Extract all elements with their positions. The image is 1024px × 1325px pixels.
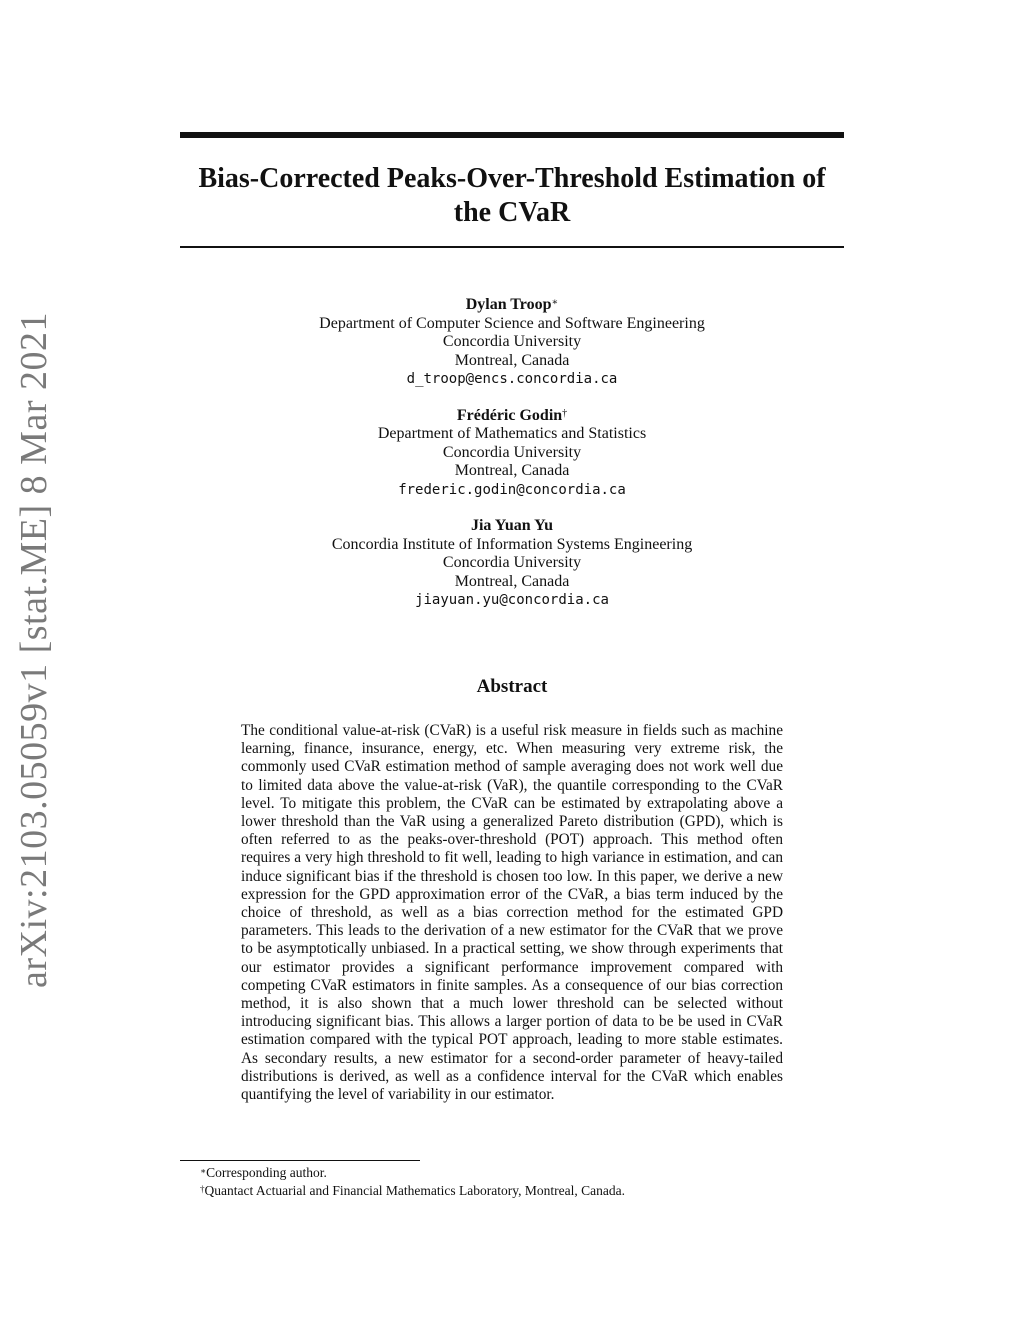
author-department: Concordia Institute of Information Systems Engineering (331, 535, 693, 553)
abstract-heading: Abstract (476, 676, 548, 697)
arxiv-identifier: arXiv:2103.05059v1 [stat.ME] 8 Mar 2021 (13, 312, 55, 988)
author-entry (180, 407, 844, 500)
author-entry (180, 296, 844, 389)
author-email: jiayuan.yu@concordia.ca (415, 592, 609, 608)
footnote-text: Quantact Actuarial and Financial Mathematics Laboratory, Montreal, Canada. (204, 1183, 625, 1198)
author-location: Montreal, Canada (454, 351, 570, 369)
footnote-mark: ∗ (200, 1166, 207, 1176)
author-footnote-mark: † (562, 407, 568, 419)
author-location: Montreal, Canada (454, 572, 570, 590)
author-email: frederic.godin@concordia.ca (398, 481, 626, 498)
abstract-text: The conditional value-at-risk (CVaR) is a useful risk measure in fields such as machine learning, finance, insurance, energy, etc. When measuring very extreme risk, the commonly used CVaR estimation method of sample averaging does not work well due to limited data above the value-at-risk (VaR), the quantile corresponding to the CVaR level. To mitigate this problem, the CVaR can be estimated by extrapolating above a lower threshold than the VaR using a generalized Pareto distribution (GPD), which is often referred to as the peaks-over-threshold (POT) approach. This method often requires a very high threshold to fit well, leading to high variance in estimation, and can induce significant bias if the threshold is chosen too low. In this paper, we derive a new expression for the GPD approximation error of the CVaR, a bias term induced by the choice of threshold, as well as a bias correction method for the estimated GPD parameters. This leads to the derivation of a new estimator for the CVaR that we prove to be asymptotically unbiased. In a practical setting, we show through experiments that our estimator provides a significant performance improvement compared with competing CVaR estimators in finite samples. As a consequence of our bias correction method, it is also shown that a much lower threshold can be selected without introducing significant bias. This allows a larger portion of data to be be used in CVaR estimation compared with the typical POT approach, leading to more stable estimates. As secondary results, a new estimator for a second-order parameter of heavy-tailed distributions is derived, as well as a confidence interval for the CVaR which enables quantifying the level of variability in our estimator. (241, 722, 783, 1104)
footnote-mark: † (200, 1184, 205, 1194)
footnotes (200, 1164, 840, 1200)
author-footnote-mark: ∗ (551, 297, 559, 308)
author-entry (180, 517, 844, 610)
footnote-text: Corresponding author. (206, 1165, 327, 1180)
author-name: Dylan Troop (465, 296, 552, 313)
paper-title: Bias-Corrected Peaks-Over-Threshold Estimation of the CVaR (198, 163, 826, 228)
title-bottom-rule (180, 246, 844, 248)
author-name: Jia Yuan Yu (470, 517, 554, 534)
title-top-rule (180, 132, 844, 138)
author-department: Department of Computer Science and Software Engineering (319, 314, 705, 332)
author-block (180, 296, 844, 628)
footnote (200, 1182, 840, 1200)
author-email: d_troop@encs.concordia.ca (406, 371, 618, 387)
arxiv-stamp (10, 312, 58, 988)
footnote (200, 1164, 840, 1182)
author-name: Frédéric Godin (456, 406, 563, 424)
author-location: Montreal, Canada (454, 462, 570, 479)
author-department: Department of Mathematics and Statistics (377, 425, 647, 442)
author-institution: Concordia University (442, 554, 582, 571)
footnote-rule (180, 1160, 420, 1161)
author-institution: Concordia University (442, 443, 582, 461)
author-institution: Concordia University (442, 333, 582, 350)
